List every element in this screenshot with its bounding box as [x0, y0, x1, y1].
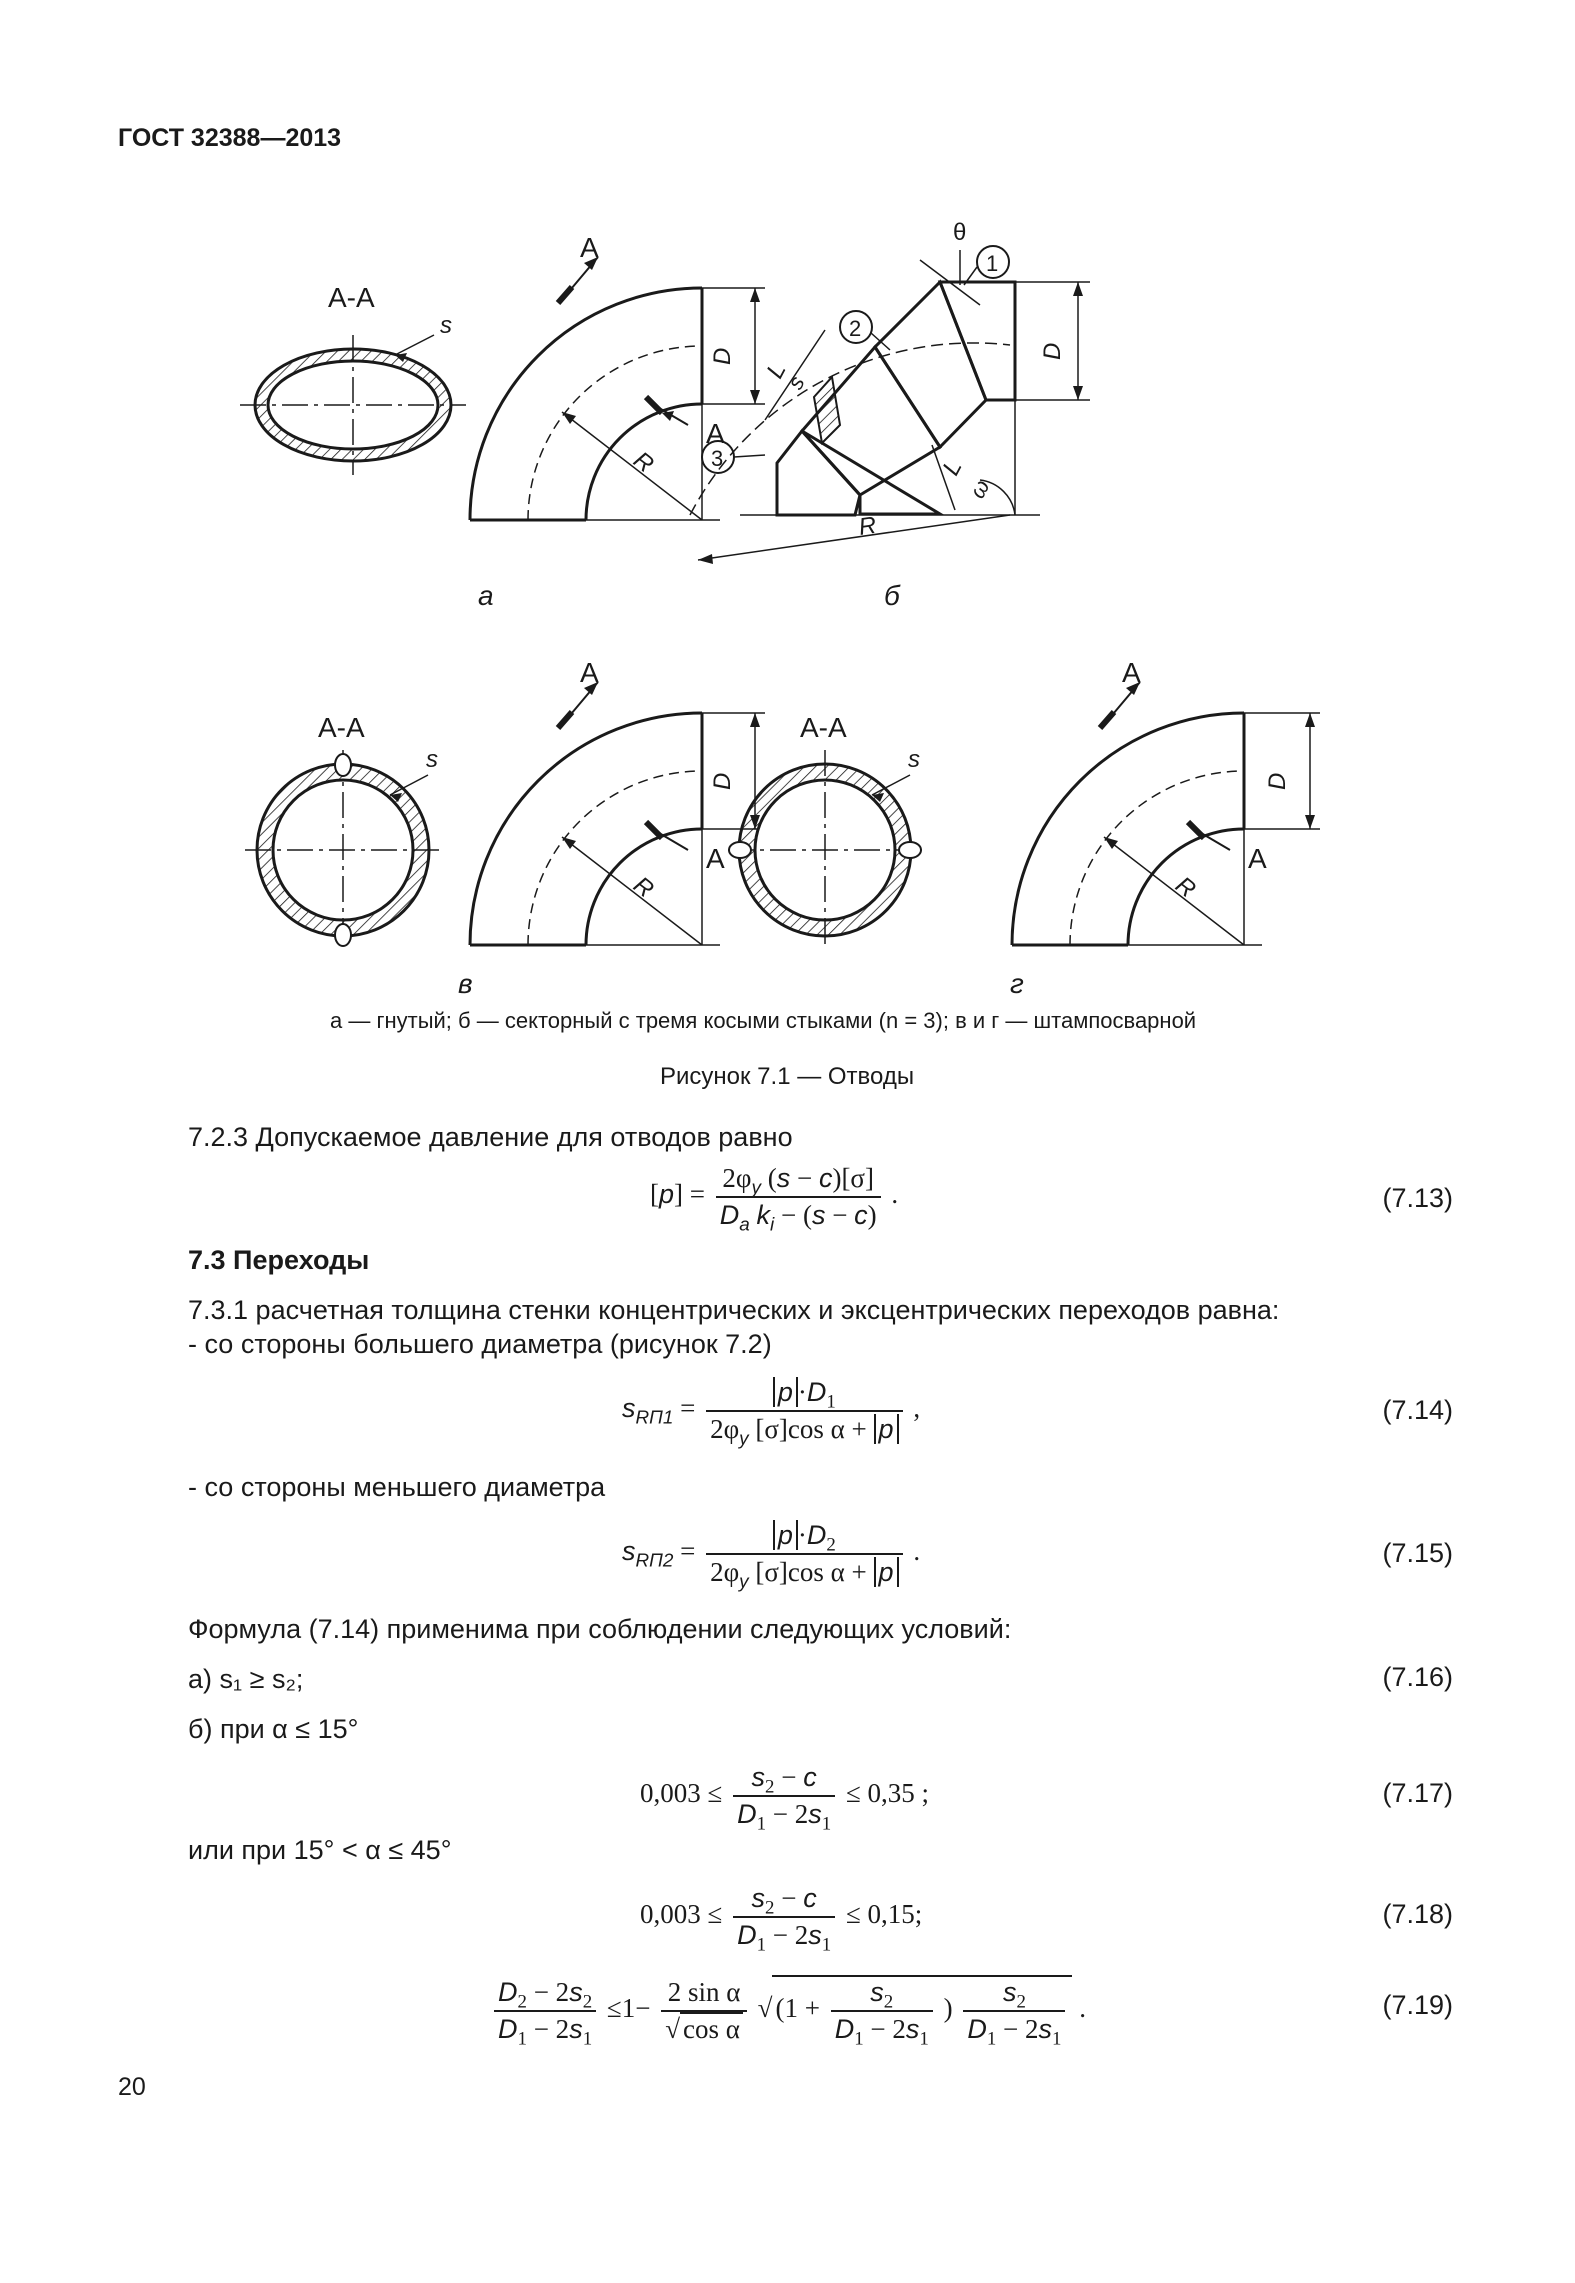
- label-section-v: А-А: [318, 712, 365, 743]
- label-sub-b: б: [884, 580, 900, 611]
- equation-number-7-18: (7.18): [1382, 1899, 1453, 1929]
- equation-number-7-16: (7.16): [1382, 1662, 1453, 1692]
- equation-number-7-19: (7.19): [1382, 1990, 1453, 2020]
- section-7-3-title: 7.3 Переходы: [188, 1245, 370, 1275]
- label-arrow-v2: А: [706, 843, 725, 874]
- label-r-g: R: [1170, 871, 1201, 904]
- label-da-g: D: [1264, 772, 1291, 790]
- label-da-v: D: [709, 772, 736, 790]
- label-section-a: А-А: [328, 282, 375, 313]
- label-n3: 3: [711, 446, 724, 471]
- figure-elbows: [220, 185, 1360, 1005]
- label-s-g: s: [908, 746, 920, 773]
- label-s-b: s: [782, 371, 810, 394]
- label-n2: 2: [849, 316, 862, 341]
- equation-7-14: $s_{RП1}$ = $\frac{p \cdot D_1}{2\varphi_y [\sigma]\cos \alpha + p}$ ,: [622, 1377, 921, 1450]
- label-sub-v: в: [458, 968, 473, 999]
- equation-7-15: $s_{RП2}$ = $\frac{p \cdot D_2}{2\varphi_y [\sigma]\cos \alpha + p}$ .: [622, 1520, 921, 1593]
- paragraph-smaller-diameter: - со стороны меньшего диаметра: [188, 1472, 606, 1502]
- document-header: ГОСТ 32388—2013: [118, 124, 342, 152]
- label-sub-a: а: [478, 580, 494, 611]
- paragraph-7-2-3: 7.2.3 Допускаемое давление для отводов равно: [188, 1122, 793, 1152]
- equation-7-13: [p] = $\frac{2\varphi_y (s - c)[\sigma]}{D_a k_i - (s - c)}$ .: [650, 1163, 899, 1236]
- equation-number-7-17: (7.17): [1382, 1778, 1453, 1808]
- equation-7-19: $\frac{D_2 - 2s_2}{D_1 - 2s_1}$ ≤1− $\frac{\text{2 sin α}}{\text{√ cos α}}$ √ (1 + $\frac{s_2}{D_1 - 2s_1}$ ) $\frac{s_2}{D_1 - 2s_1}$ .: [490, 1975, 1086, 2045]
- equation-7-17: 0,003 ≤ $\frac{s_2 - c}{D_1 - 2s_1}$ ≤ 0,35 ;: [640, 1762, 930, 1835]
- label-da-b: D: [1039, 342, 1066, 360]
- label-s-a: s: [440, 312, 452, 339]
- paragraph-conditions: Формула (7.14) применима при соблюдении следующих условий:: [188, 1614, 1012, 1644]
- label-s-v: s: [426, 746, 438, 773]
- condition-or: или при 15° < α ≤ 45°: [188, 1835, 452, 1865]
- label-r-a: R: [628, 446, 659, 479]
- label-da-a: D: [709, 347, 736, 365]
- label-omega: ω: [964, 475, 995, 503]
- label-arrow-v1: А: [580, 657, 599, 688]
- page-number: 20: [118, 2073, 146, 2101]
- label-arrow-g1: А: [1122, 657, 1141, 688]
- condition-b: б) при α ≤ 15°: [188, 1714, 359, 1744]
- label-arrow-a1: А: [580, 232, 599, 263]
- label-l-b2: L: [937, 455, 968, 480]
- figure-legend: а — гнутый; б — секторный с тремя косыми стыками (n = 3); в и г — штампосварной: [330, 1008, 1197, 1033]
- paragraph-7-3-1: 7.3.1 расчетная толщина стенки концентрических и эксцентрических переходов равна:: [188, 1295, 1280, 1325]
- label-theta: θ: [953, 219, 967, 246]
- condition-a: а) s₁ ≥ s₂;: [188, 1664, 304, 1694]
- equation-number-7-13: (7.13): [1382, 1183, 1453, 1213]
- label-sub-g: г: [1010, 968, 1024, 999]
- label-arrow-a2: А: [706, 418, 725, 449]
- label-arrow-g2: А: [1248, 843, 1267, 874]
- label-r-b: R: [857, 511, 879, 541]
- paragraph-larger-diameter: - со стороны большего диаметра (рисунок 7.2): [188, 1329, 772, 1359]
- label-n1: 1: [986, 251, 999, 276]
- equation-number-7-14: (7.14): [1382, 1395, 1453, 1425]
- equation-7-18: 0,003 ≤ $\frac{s_2 - c}{D_1 - 2s_1}$ ≤ 0,15;: [640, 1883, 923, 1956]
- figure-b: [690, 246, 1090, 564]
- label-section-g: А-А: [800, 712, 847, 743]
- label-r-v: R: [628, 871, 659, 904]
- figure-caption: Рисунок 7.1 — Отводы: [660, 1063, 915, 1090]
- label-l-b1: L: [761, 358, 792, 383]
- equation-number-7-15: (7.15): [1382, 1538, 1453, 1568]
- figure-a: [240, 257, 765, 520]
